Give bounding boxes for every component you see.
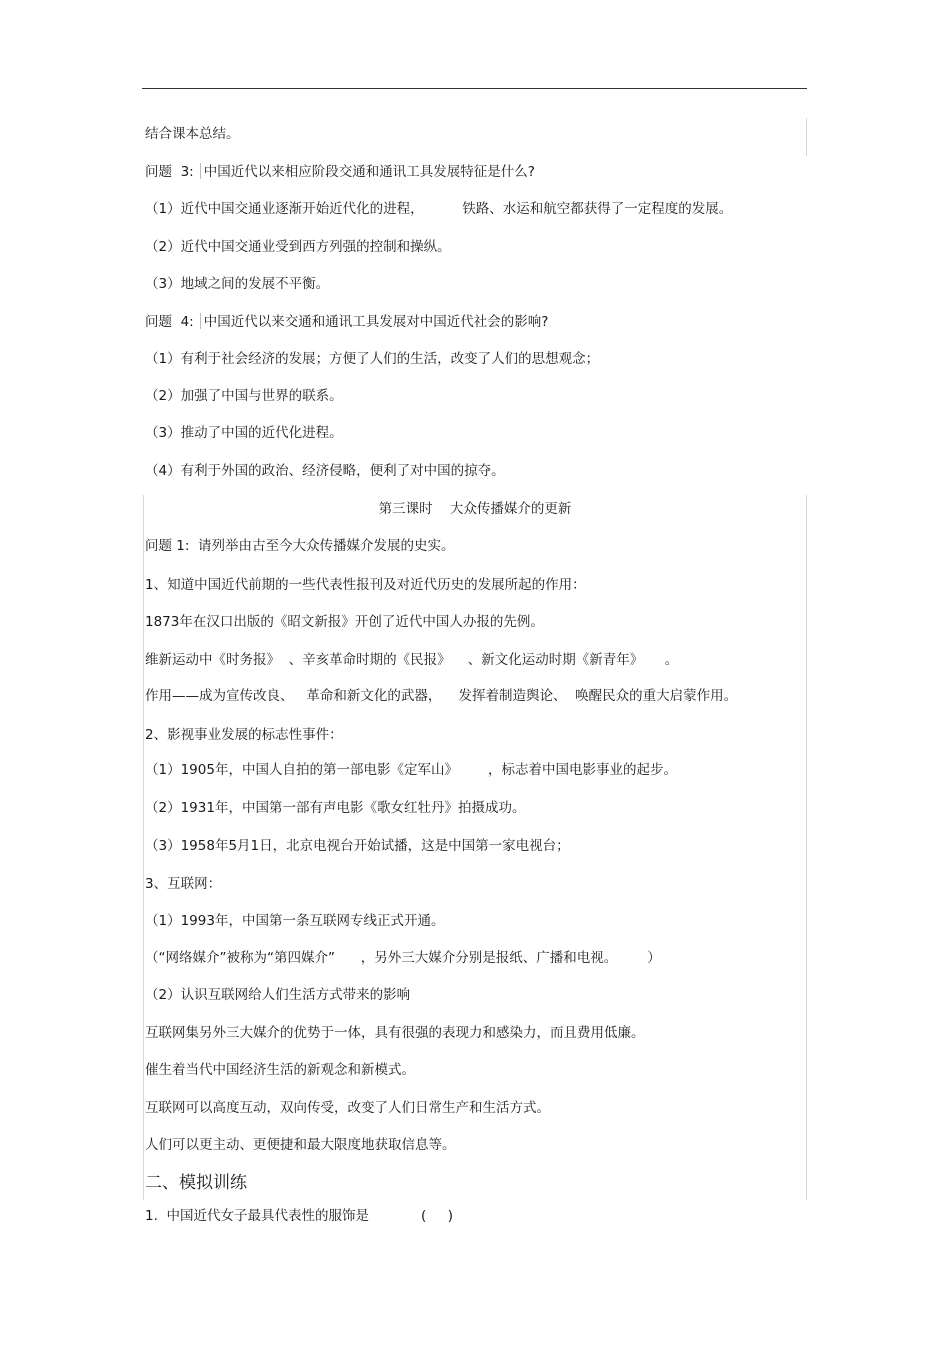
text-line: （3）地域之间的发展不平衡。 <box>145 276 330 292</box>
question-label: 问题 4: <box>145 314 194 330</box>
text-line: 维新运动中《时务报》 、辛亥革命时期的《民报》 、新文化运动时期《新青年》 。 <box>145 652 679 668</box>
text-line: （2）加强了中国与世界的联系。 <box>145 388 343 404</box>
margin-line <box>806 118 807 156</box>
text-line: （1）近代中国交通业逐渐开始近代化的进程， 铁路、水运和航空都获得了一定程度的发展。 <box>145 201 733 217</box>
text-line: （2）近代中国交通业受到西方列强的控制和操纵。 <box>145 239 451 255</box>
text-line: （1）1905年，中国人自拍的第一部电影《定军山》 ，标志着中国电影事业的起步。 <box>145 762 677 778</box>
answer-blank: ( ) <box>420 1208 453 1224</box>
text-line: 3、互联网： <box>145 876 222 892</box>
question-1 <box>145 1207 453 1225</box>
header-rule <box>142 88 807 89</box>
text-line: 1、知道中国近代前期的一些代表性报刊及对近代历史的发展所起的作用： <box>145 577 586 593</box>
text-line: 2、影视事业发展的标志性事件： <box>145 727 343 743</box>
text-cursor-mark <box>200 163 201 179</box>
text-line: 催生着当代中国经济生活的新观念和新模式。 <box>145 1062 415 1078</box>
text-cursor-mark <box>200 313 201 329</box>
margin-line <box>143 495 144 1200</box>
margin-line <box>806 495 807 1200</box>
text-line: （2）1931年，中国第一部有声电影《歌女红牡丹》拍摄成功。 <box>145 800 526 816</box>
text-line: （3）推动了中国的近代化进程。 <box>145 425 343 441</box>
text-line: 人们可以更主动、更便捷和最大限度地获取信息等。 <box>145 1137 456 1153</box>
text-line: （1）1993年，中国第一条互联网专线正式开通。 <box>145 913 445 929</box>
question-text: 1. 中国近代女子最具代表性的服饰是 <box>145 1208 369 1224</box>
text-line: 互联网集另外三大媒介的优势于一体，具有很强的表现力和感染力，而且费用低廉。 <box>145 1025 645 1041</box>
text-line: （2）认识互联网给人们生活方式带来的影响 <box>145 987 411 1003</box>
text-line: （3）1958年5月1日，北京电视台开始试播，这是中国第一家电视台； <box>145 838 570 854</box>
question-label: 问题 3: <box>145 164 194 180</box>
text-line: （“网络媒介”被称为“第四媒介” ，另外三大媒介分别是报纸、广播和电视。 ） <box>145 950 661 966</box>
question-text: 中国近代以来交通和通讯工具发展对中国近代社会的影响? <box>203 314 549 330</box>
text-line: 作用——成为宣传改良、 革命和新文化的武器， 发挥着制造舆论、 唤醒民众的重大启蒙作用。 <box>145 688 738 704</box>
section-title: 第三课时 大众传播媒介的更新 <box>378 501 572 517</box>
text-line: 1873年在汉口出版的《昭文新报》开创了近代中国人办报的先例。 <box>145 614 544 630</box>
question-text: 中国近代以来相应阶段交通和通讯工具发展特征是什么? <box>203 164 535 180</box>
text-line: （1）有利于社会经济的发展；方便了人们的生活，改变了人们的思想观念； <box>145 351 600 367</box>
question-3 <box>145 163 535 181</box>
text-line: （4）有利于外国的政治、经济侵略，便利了对中国的掠夺。 <box>145 463 505 479</box>
text-line: 结合课本总结。 <box>145 126 240 142</box>
text-line: 互联网可以高度互动，双向传受，改变了人们日常生产和生活方式。 <box>145 1100 550 1116</box>
question-4 <box>145 313 548 331</box>
text-line: 问题 1: 请列举由古至今大众传播媒介发展的史实。 <box>145 538 455 554</box>
section-heading: 二、模拟训练 <box>145 1173 247 1193</box>
